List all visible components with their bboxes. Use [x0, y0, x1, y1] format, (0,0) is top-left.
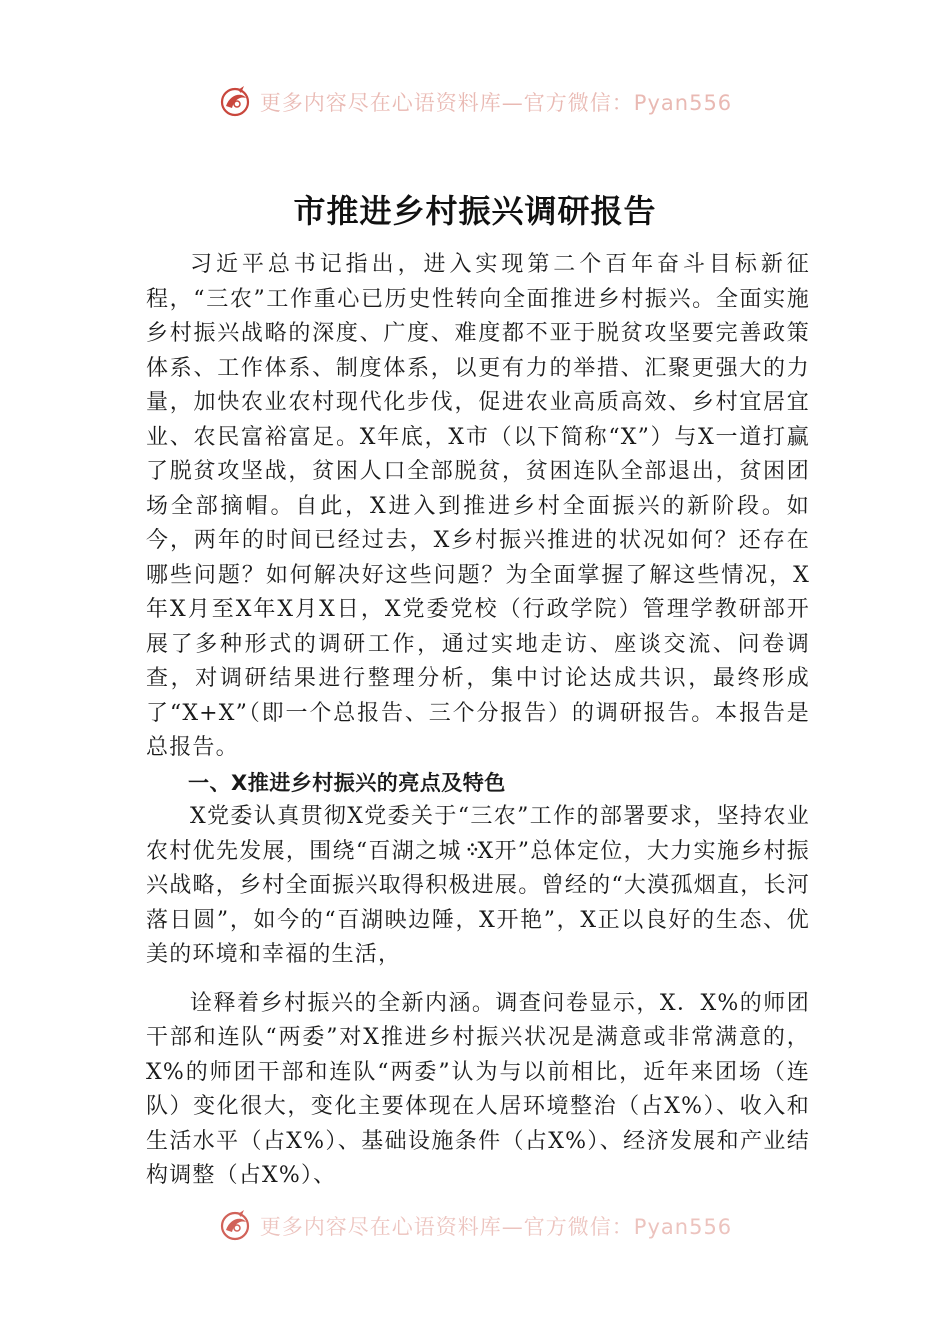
- intro-paragraph: 习近平总书记指出，进入实现第二个百年奋斗目标新征程，“三农”工作重心已历史性转向全面推进乡村振兴。全面实施乡村振兴战略的深度、广度、难度都不亚于脱贫攻坚要完善政策体系、工作体系、制度体系，以更有力的举措、汇聚更强大的力量，加快农业农村现代化步伐，促进农业高质高效、乡村宜居宜业、农民富裕富足。X年底，X市（以下简称“X”）与X一道打赢了脱贫攻坚战，贫困人口全部脱贫，贫困连队全部退出，贫困团场全部摘帽。自此，X进入到推进乡村全面振兴的新阶段。如今，两年的时间已经过去，X乡村振兴推进的状况如何？还存在哪些问题？如何解决好这些问题？为全面掌握了解这些情况，X年X月至X年X月X日，X党委党校（行政学院）管理学教研部开展了多种形式的调研工作，通过实地走访、座谈交流、问卷调查，对调研结果进行整理分析，集中讨论达成共识，最终形成了“X+X”（即一个总报告、三个分报告）的调研报告。本报告是总报告。: [146, 252, 810, 760]
- red-swirl-logo-icon: [218, 84, 254, 120]
- document-title: 市推进乡村振兴调研报告: [293, 192, 657, 230]
- document-body: [146, 248, 810, 1194]
- watermark-text: 更多内容尽在心语资料库—官方微信：Pyan556: [259, 1215, 733, 1239]
- section-heading: 一、X推进乡村振兴的亮点及特色: [188, 770, 506, 795]
- section-paragraph-1: X党委认真贯彻X党委关于“三农”工作的部署要求，坚持农业农村优先发展，围绕“百湖之城᠅X开”总体定位，大力实施乡村振兴战略，乡村全面振兴取得积极进展。曾经的“大漠孤烟直，长河落日圆”，如今的“百湖映边陲，X开艳”，X正以良好的生态、优美的环境和幸福的生活，: [146, 804, 810, 967]
- section-paragraph-2: 诠释着乡村振兴的全新内涵。调查问卷显示，X．X%的师团干部和连队“两委”对X推进乡村振兴状况是满意或非常满意的，X%的师团干部和连队“两委”认为与以前相比，近年来团场（连队）变化很大，变化主要体现在人居环境整治（占X%）、收入和生活水平（占X%）、基础设施条件（占X%）、经济发展和产业结构调整（占X%）、: [146, 990, 810, 1188]
- watermark-banner-top: [0, 82, 950, 122]
- paragraph-spacer: [146, 973, 810, 987]
- red-swirl-logo-icon: [218, 1208, 254, 1244]
- watermark-banner-bottom: [0, 1206, 950, 1246]
- watermark-text: 更多内容尽在心语资料库—官方微信：Pyan556: [259, 91, 733, 115]
